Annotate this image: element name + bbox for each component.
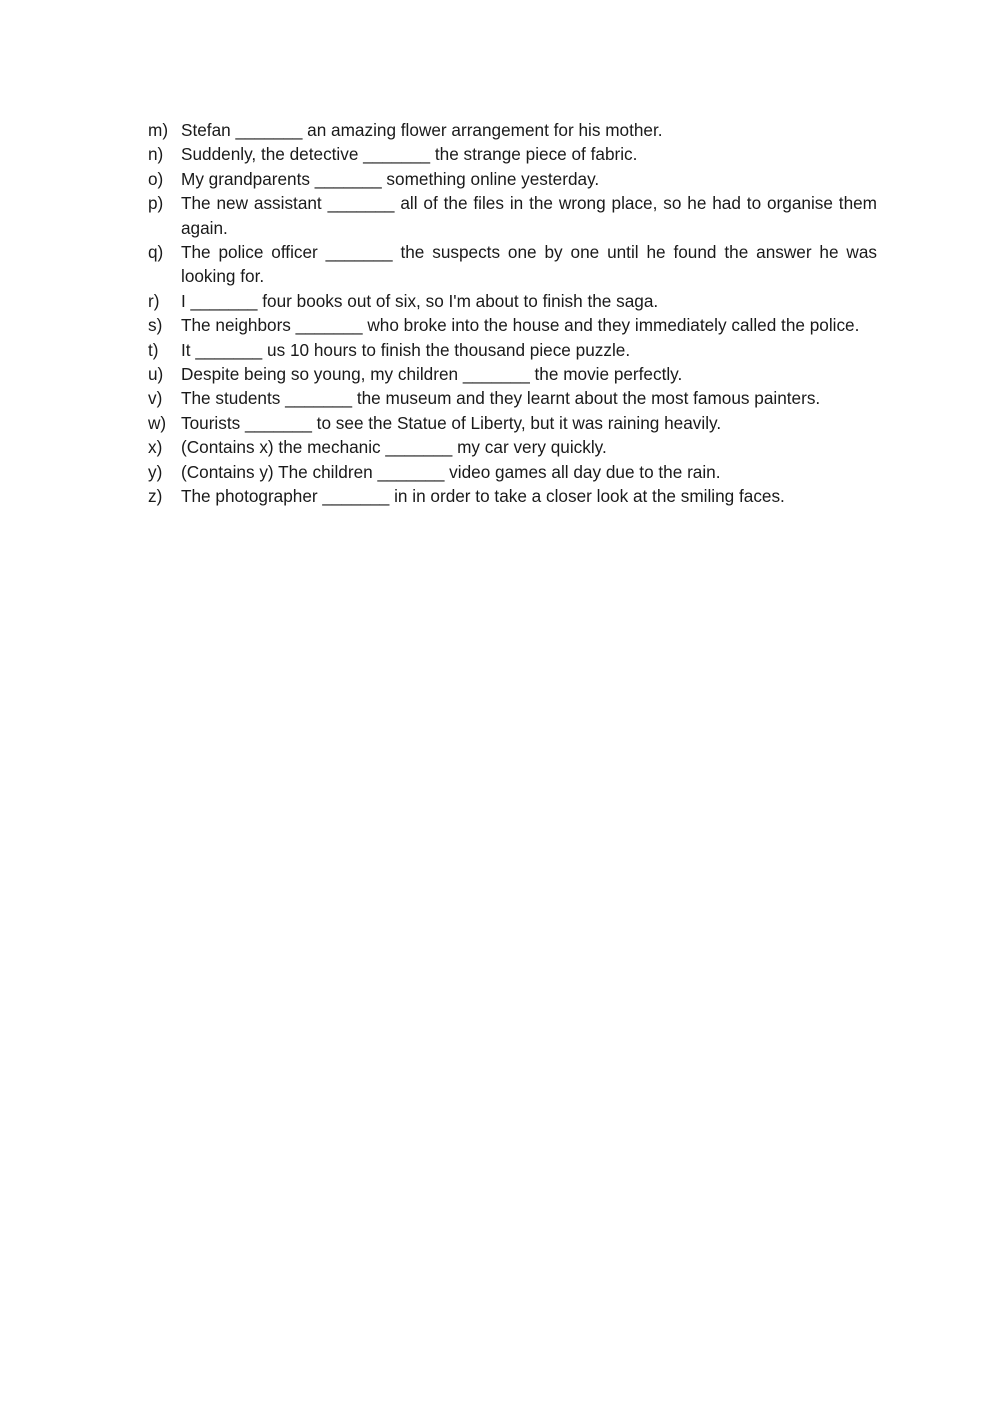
item-sentence: Stefan _______ an amazing flower arrangement for his mother. [181, 120, 663, 140]
item-sentence: Tourists _______ to see the Statue of Liberty, but it was raining heavily. [181, 412, 722, 433]
item-sentence: The neighbors _______ who broke into the house and they immediately called the police. [181, 315, 860, 336]
exercise-item-p [148, 191, 877, 240]
exercise-item-s [148, 313, 877, 337]
item-letter: m) [148, 120, 169, 140]
exercise-item-u [148, 362, 877, 386]
item-letter: p) [148, 193, 164, 214]
exercise-item-n [148, 142, 877, 166]
exercise-item-w [148, 411, 877, 435]
exercise-item-o [148, 167, 877, 191]
exercise-item-z [148, 484, 877, 508]
exercise-item-m [148, 118, 877, 142]
item-sentence: The photographer _______ in in order to take a closer look at the smiling faces. [181, 486, 785, 507]
item-letter: q) [148, 242, 164, 263]
item-letter: w) [148, 412, 167, 433]
item-letter: r) [148, 290, 160, 311]
item-letter: t) [148, 339, 159, 360]
item-letter: y) [148, 461, 163, 482]
exercise-list [148, 118, 877, 509]
exercise-item-r [148, 289, 877, 313]
exercise-item-x [148, 435, 877, 459]
item-sentence: The students _______ the museum and they learnt about the most famous painters. [181, 388, 821, 409]
item-sentence: My grandparents _______ something online yesterday. [181, 168, 600, 189]
item-sentence: I _______ four books out of six, so I'm about to finish the saga. [181, 290, 659, 311]
item-letter: n) [148, 144, 164, 165]
item-sentence: The police officer _______ the suspects one by one until he found the answer he was looking for. [181, 242, 877, 287]
item-sentence: The new assistant _______ all of the files in the wrong place, so he had to organise them again. [181, 193, 877, 238]
item-letter: u) [148, 364, 164, 385]
item-sentence: (Contains x) the mechanic _______ my car very quickly. [181, 437, 607, 458]
item-letter: x) [148, 437, 163, 458]
item-sentence: Suddenly, the detective _______ the strange piece of fabric. [181, 144, 638, 165]
item-sentence: (Contains y) The children _______ video games all day due to the rain. [181, 461, 721, 482]
exercise-item-t [148, 338, 877, 362]
exercise-item-q [148, 240, 877, 289]
item-letter: z) [148, 486, 163, 507]
exercise-item-v [148, 386, 877, 410]
item-sentence: Despite being so young, my children _______ the movie perfectly. [181, 364, 683, 385]
item-letter: v) [148, 388, 163, 409]
item-letter: s) [148, 315, 163, 336]
item-sentence: It _______ us 10 hours to finish the thousand piece puzzle. [181, 339, 631, 360]
exercise-item-y [148, 460, 877, 484]
item-letter: o) [148, 168, 164, 189]
